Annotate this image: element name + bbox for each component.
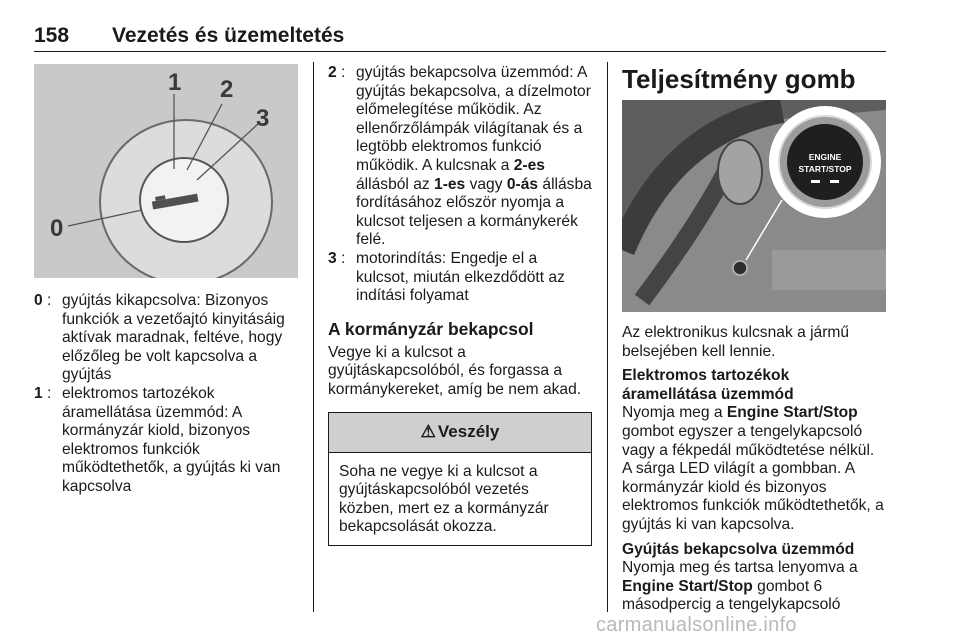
column-divider-left [313, 62, 314, 612]
steering-lock-paragraph: Vegye ki a kulcsot a gyújtáskapcsolóból, és forgassa a kormánykereket, amíg be nem akad. [328, 343, 582, 398]
center-console [772, 250, 886, 290]
accessory-mode-heading: Elektromos tartozékok áramellátása üzemmód [622, 367, 794, 403]
steering-lock-heading: A kormányzár bekapcsol [328, 318, 534, 339]
position-description: motorindítás: Engedje el a kulcsot, miután elkezdődött az indítási folyamat [356, 249, 565, 305]
position-description: gyújtás kikapcsolva: Bizonyos funkciók a vezetőajtó kinyitásáig aktívak maradnak, feltéve, hogy előzőleg be volt kapcsolva a gyújtás [62, 292, 285, 384]
left-column [34, 292, 296, 497]
column-divider-right [607, 62, 608, 612]
text-run: Nyomja meg a [622, 404, 727, 422]
text-run: állásból az [356, 175, 435, 193]
position-separator: : [341, 249, 346, 267]
bold-run: 0-ás [506, 175, 539, 193]
intro-paragraph: Az elektronikus kulcsnak a jármű belsejében kell lennie. [622, 324, 850, 360]
led-indicator-right [830, 180, 839, 183]
button-label-line1: ENGINE [808, 152, 842, 162]
position-description [356, 64, 594, 250]
danger-title: Veszély [437, 421, 500, 441]
right-column-text [622, 324, 886, 615]
warning-triangle-icon: ⚠ [420, 421, 436, 441]
text-run: állásba fordításához először nyomja a kulcsot teljesen a kormánykerék felé. [356, 175, 592, 249]
callout-label-0: 0 [50, 215, 64, 242]
danger-header [329, 413, 591, 453]
position-key: 1 [34, 384, 43, 402]
section-title: Teljesítmény gomb [622, 64, 856, 94]
position-key: 3 [328, 249, 337, 267]
ignition-position-0 [34, 292, 296, 385]
button-label-line2: START/STOP [798, 164, 852, 174]
right-column [622, 64, 886, 100]
bold-run: 1-es [434, 175, 466, 193]
callout-label-3: 3 [256, 105, 270, 132]
watermark: carmanualsonline.info [596, 614, 797, 636]
middle-column [328, 64, 594, 546]
engine-start-stop-figure [622, 100, 886, 312]
start-stop-button-small [733, 261, 747, 275]
ignition-position-2 [328, 64, 594, 250]
callout-label-2: 2 [220, 76, 234, 103]
ignition-on-heading: Gyújtás bekapcsolva üzemmód [622, 540, 855, 558]
position-description: elektromos tartozékok áramellátása üzemmód: A kormányzár kiold, bizonyos elektromos funkciók működtethetők, a gyújtás ki van kapcsolva [62, 384, 281, 495]
page-header [34, 8, 886, 52]
instrument-gauge [718, 140, 762, 204]
bold-run: Engine Start/Stop [622, 577, 753, 595]
position-separator: : [47, 384, 52, 402]
text-run: Nyomja meg és tartsa lenyomva a [622, 559, 858, 577]
ignition-switch-illustration [34, 64, 298, 278]
bold-run: Engine Start/Stop [726, 404, 858, 422]
position-separator: : [47, 292, 52, 309]
position-separator: : [341, 64, 346, 81]
accessory-mode-paragraph [622, 404, 886, 534]
ignition-position-3 [328, 250, 594, 306]
callout-label-1: 1 [168, 69, 182, 96]
position-key: 2 [328, 64, 337, 81]
danger-box [328, 412, 592, 546]
ignition-switch-figure [34, 64, 298, 278]
page-number: 158 [34, 24, 70, 47]
chapter-title: Vezetés és üzemeltetés [112, 24, 345, 47]
text-run: gombot 6 másodpercig a tengelykapcsoló [622, 577, 841, 614]
led-indicator-left [811, 180, 820, 183]
start-stop-button [787, 124, 863, 200]
text-run: gombot egyszer a tengelykapcsoló vagy a fékpedál működtetése nélkül. A sárga LED világít a gombban. A kormányzár kiold és bizonyos elektromos funkciók működtethetők, a gyújtás ki van kapcsolva. [622, 422, 884, 533]
ignition-position-1 [34, 385, 296, 497]
text-run: gyújtás bekapcsolva üzemmód: A gyújtás bekapcsolva, a dízelmotor előmelegítése működik. Az ellenőrzőlámpák világítanak és a legtöbb elektromos funkció működik. A kulcsnak a [356, 64, 591, 174]
start-stop-illustration [622, 100, 886, 312]
text-run: vagy [465, 175, 507, 193]
position-key: 0 [34, 292, 43, 309]
ignition-on-paragraph [622, 559, 886, 615]
bold-run: 2-es [513, 156, 545, 174]
danger-text: Soha ne vegye ki a kulcsot a gyújtáskapcsolóból vezetés közben, mert ez a kormányzár bekapcsolását okozza. [339, 462, 549, 536]
